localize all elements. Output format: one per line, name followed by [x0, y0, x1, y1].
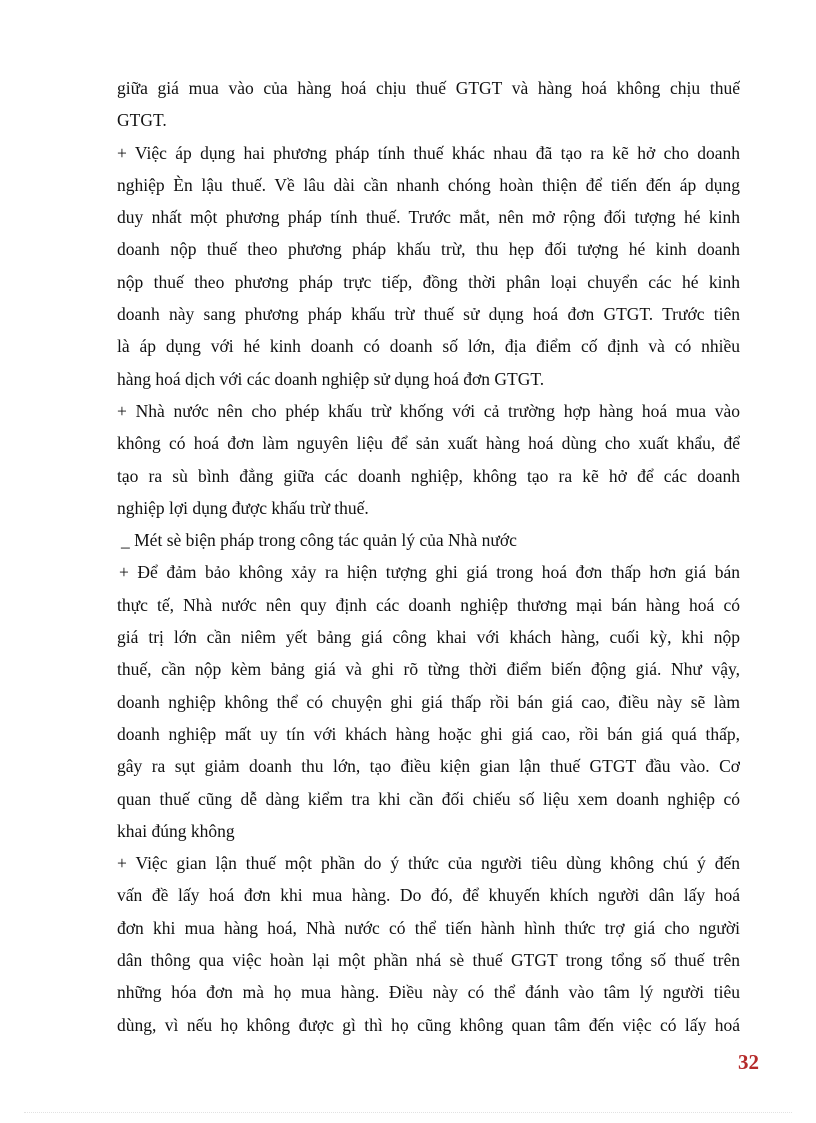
text-line: thuế, cần nộp kèm bảng giá và ghi rõ từng thời điểm biến động giá. Như vậy, [117, 659, 740, 680]
text-line: đơn khi mua hàng hoá, Nhà nước có thể tiến hành hình thức trợ giá cho người [117, 917, 740, 938]
text-line: giữa giá mua vào của hàng hoá chịu thuế GTGT và hàng hoá không chịu thuế [117, 78, 740, 98]
text-line: giá trị lớn cần niêm yết bảng giá công khai với khách hàng, cuối kỳ, khi nộp [117, 627, 740, 648]
text-line: doanh nghiệp không thể có chuyện ghi giá thấp rồi bán giá cao, điều này sẽ làm [117, 691, 740, 712]
text-line: doanh nghiệp mất uy tín với khách hàng hoặc ghi giá cao, rồi bán giá quá thấp, [117, 723, 740, 744]
page-number: 32 [738, 1050, 759, 1074]
text-line: hàng hoá dịch với các doanh nghiệp sử dụng hoá đơn GTGT. [117, 368, 545, 389]
text-line: khai đúng không [117, 820, 235, 841]
text-line: nghiệp Èn lậu thuế. Về lâu dài cần nhanh chóng hoàn thiện để tiến đến áp dụng [117, 174, 740, 195]
text-line: doanh nộp thuế theo phương pháp khấu trừ, thu hẹp đối tượng hé kinh doanh [117, 239, 740, 260]
text-line: dân thông qua việc hoàn lại một phần nhá sè thuế GTGT trong tổng số thuế trên [117, 950, 740, 971]
body-text [117, 72, 740, 1041]
section-heading: _ Mét sè biện pháp trong công tác quản lý của Nhà nước [121, 530, 517, 551]
text-line: là áp dụng với hé kinh doanh có doanh số lớn, địa điểm cố định và có nhiều [117, 336, 740, 357]
text-line: vấn đề lấy hoá đơn khi mua hàng. Do đó, để khuyến khích người dân lấy hoá [117, 885, 740, 906]
text-line: + Nhà nước nên cho phép khấu trừ khống với cả trường hợp hàng hoá mua vào [117, 400, 740, 421]
text-line: nộp thuế theo phương pháp trực tiếp, đồng thời phân loại chuyển các hé kinh [117, 271, 740, 292]
text-line: GTGT. [117, 110, 167, 131]
text-line: tạo ra sù bình đẳng giữa các doanh nghiệp, không tạo ra kẽ hở để các doanh [117, 465, 740, 486]
text-line: + Để đảm bảo không xảy ra hiện tượng ghi giá trong hoá đơn thấp hơn giá bán [119, 562, 740, 583]
footer-divider [24, 1112, 792, 1113]
text-line: gây ra sụt giảm doanh thu lớn, tạo điều kiện gian lận thuế GTGT đầu vào. Cơ [117, 756, 740, 777]
text-line: dùng, vì nếu họ không được gì thì họ cũng không quan tâm đến việc có lấy hoá [117, 1014, 740, 1035]
text-line: doanh này sang phương pháp khấu trừ thuế sử dụng hoá đơn GTGT. Trước tiên [117, 304, 740, 325]
text-line: những hóa đơn mà họ mua hàng. Điều này có thể đánh vào tâm lý người tiêu [117, 982, 740, 1003]
text-line: không có hoá đơn làm nguyên liệu để sản xuất hàng hoá dùng cho xuất khẩu, để [117, 433, 740, 454]
text-line: + Việc áp dụng hai phương pháp tính thuế khác nhau đã tạo ra kẽ hở cho doanh [117, 142, 740, 163]
text-line: + Việc gian lận thuế một phần do ý thức của người tiêu dùng không chú ý đến [117, 853, 740, 874]
text-line: duy nhất một phương pháp tính thuế. Trước mắt, nên mở rộng đối tượng hé kinh [117, 207, 740, 228]
text-line: nghiệp lợi dụng được khấu trừ thuế. [117, 497, 369, 518]
text-line: quan thuế cũng dễ dàng kiểm tra khi cần đối chiếu số liệu xem doanh nghiệp có [117, 788, 740, 809]
text-line: thực tế, Nhà nước nên quy định các doanh nghiệp thương mại bán hàng hoá có [117, 594, 740, 615]
